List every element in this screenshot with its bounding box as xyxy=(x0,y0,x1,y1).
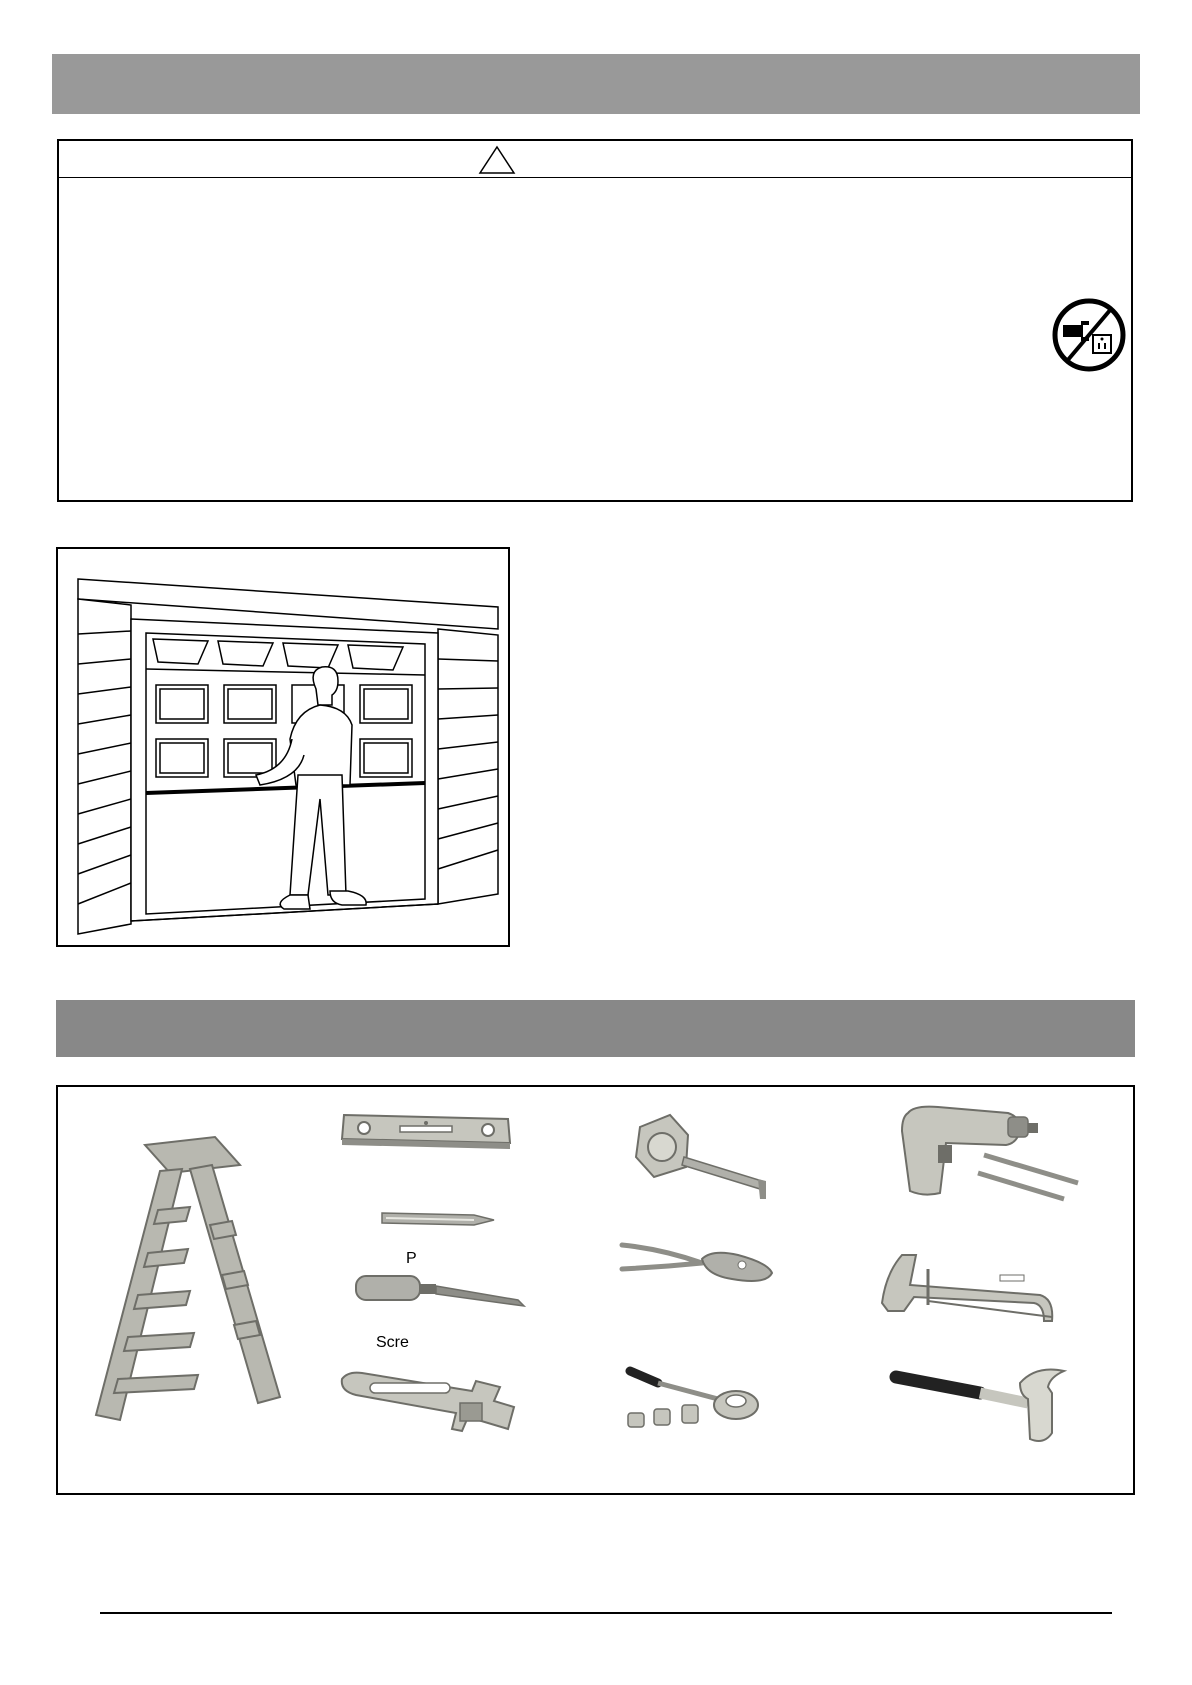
pliers-icon xyxy=(618,1239,778,1289)
pencil-label: P xyxy=(406,1250,417,1267)
warning-box xyxy=(57,139,1133,502)
hacksaw-icon xyxy=(872,1247,1072,1327)
hammer-icon xyxy=(888,1367,1088,1457)
adjustable-wrench-icon xyxy=(334,1369,526,1439)
power-drill-icon xyxy=(888,1103,1088,1213)
warning-triangle-icon xyxy=(478,145,516,175)
tools-box xyxy=(56,1085,1135,1495)
screwdriver-icon xyxy=(354,1270,528,1320)
level-icon xyxy=(338,1109,516,1155)
socket-wrench-icon xyxy=(618,1365,788,1445)
pencil-icon xyxy=(378,1205,498,1231)
warning-header xyxy=(59,141,1131,178)
screwdriver-label: Scre xyxy=(376,1334,409,1351)
section-header-bar xyxy=(52,54,1140,114)
tape-measure-icon xyxy=(626,1107,776,1207)
ladder-icon xyxy=(90,1135,290,1425)
garage-door-illustration xyxy=(56,547,510,947)
garage-door-drawing xyxy=(58,549,508,945)
no-plug-icon xyxy=(1051,297,1127,373)
footer-rule xyxy=(100,1612,1112,1614)
tools-header-bar xyxy=(56,1000,1135,1057)
